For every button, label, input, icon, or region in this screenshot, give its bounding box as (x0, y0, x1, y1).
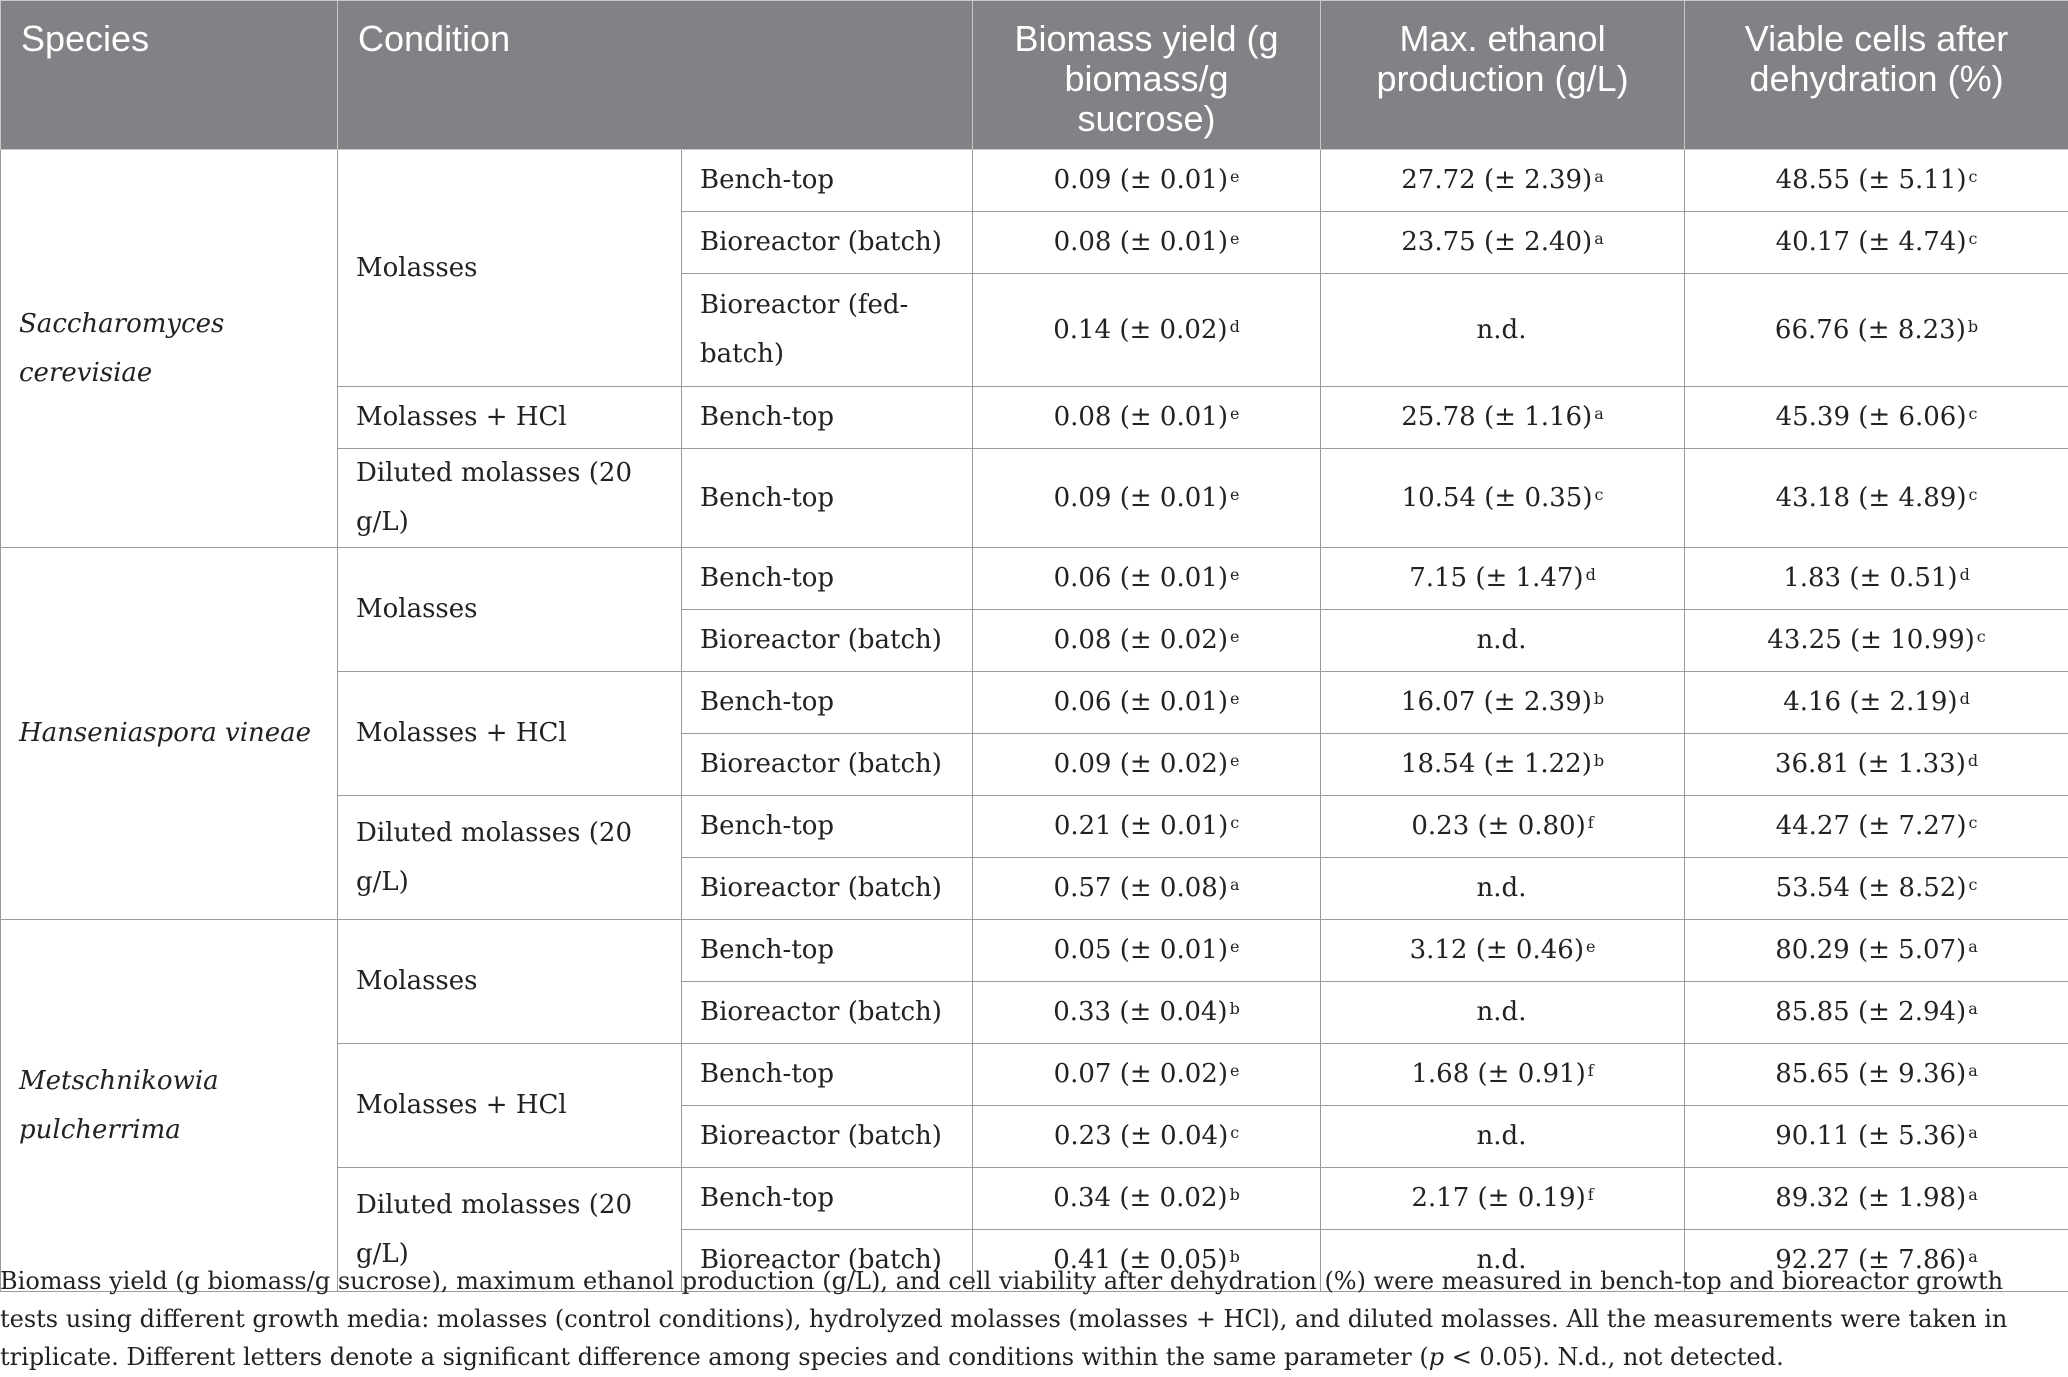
header-row (1, 1, 2068, 150)
ethanol-cell-significance: e (1585, 937, 1596, 956)
table-row (1, 920, 2068, 982)
biomass-cell-significance: e (1229, 627, 1240, 646)
viability-cell (1685, 920, 2068, 982)
biomass-cell-value: 0.09 (± 0.02) (1053, 749, 1228, 779)
ethanol-cell (1321, 796, 1685, 858)
ethanol-cell-value: n.d. (1476, 625, 1527, 655)
condition-cell: Diluted molasses (20 g/L) (338, 796, 682, 920)
table-row (1, 548, 2068, 610)
biomass-cell-value: 0.34 (± 0.02) (1053, 1183, 1228, 1213)
ethanol-cell-value: 0.23 (± 0.80) (1411, 811, 1586, 841)
viability-cell-value: 92.27 (± 7.86) (1775, 1245, 1967, 1275)
species-cell: Metschnikowia pulcherrima (1, 920, 338, 1292)
footnote-p-symbol: p (1428, 1343, 1445, 1371)
footnote-text-1: Biomass yield (g biomass/g sucrose), maximum ethanol production (g/L), and cell viability after dehydration (%) were measured in bench-top and bioreactor growth tests using different growth media: molasses (control conditions), hydrolyzed molasses (molasses + HCl), and diluted molasses. All the measurements were taken in triplicate. Different letters denote a significant difference among species and conditions within the same parameter ( (0, 1267, 2008, 1371)
viability-cell (1685, 1044, 2068, 1106)
biomass-cell-value: 0.08 (± 0.01) (1053, 227, 1228, 257)
method-cell: Bioreactor (batch) (682, 610, 973, 672)
viability-cell-significance: c (1968, 404, 1978, 423)
viability-cell-value: 40.17 (± 4.74) (1775, 227, 1967, 257)
viability-cell-value: 45.39 (± 6.06) (1775, 402, 1967, 432)
biomass-cell (973, 150, 1321, 212)
method-cell: Bioreactor (batch) (682, 1106, 973, 1168)
biomass-cell-value: 0.41 (± 0.05) (1053, 1245, 1228, 1275)
method-cell: Bench-top (682, 920, 973, 982)
viability-cell-significance: a (1968, 1061, 1978, 1080)
biomass-cell (973, 1168, 1321, 1230)
method-cell: Bench-top (682, 449, 973, 548)
header-viable-cells: Viable cells after dehydration (%) (1685, 1, 2068, 150)
viability-cell (1685, 274, 2068, 387)
ethanol-cell-significance: b (1593, 751, 1605, 770)
ethanol-cell (1321, 548, 1685, 610)
biomass-cell (973, 274, 1321, 387)
viability-cell-value: 85.85 (± 2.94) (1775, 997, 1967, 1027)
biomass-cell-significance: e (1229, 689, 1240, 708)
biomass-cell (973, 387, 1321, 449)
biomass-cell-value: 0.14 (± 0.02) (1053, 314, 1228, 345)
ethanol-cell (1321, 734, 1685, 796)
condition-cell: Diluted molasses (20 g/L) (338, 449, 682, 548)
biomass-cell-significance: c (1230, 1123, 1240, 1142)
biomass-cell-significance: e (1229, 167, 1240, 186)
viability-cell (1685, 672, 2068, 734)
viability-cell-significance: c (1968, 813, 1978, 832)
ethanol-cell-value: 3.12 (± 0.46) (1409, 935, 1584, 965)
biomass-cell (973, 212, 1321, 274)
ethanol-cell (1321, 1106, 1685, 1168)
biomass-cell-value: 0.23 (± 0.04) (1053, 1121, 1229, 1151)
method-cell: Bioreactor (batch) (682, 1230, 973, 1292)
table-header (1, 1, 2068, 150)
footnote-text-2: < 0.05). N.d., not detected. (1444, 1343, 1784, 1371)
table-row (1, 150, 2068, 212)
biomass-cell-value: 0.05 (± 0.01) (1053, 935, 1228, 965)
biomass-cell (973, 796, 1321, 858)
viability-cell-significance: a (1968, 1247, 1978, 1266)
viability-cell (1685, 982, 2068, 1044)
biomass-cell (973, 920, 1321, 982)
viability-cell-value: 48.55 (± 5.11) (1775, 165, 1967, 195)
biomass-cell-significance: b (1229, 1247, 1240, 1266)
biomass-cell-significance: e (1229, 229, 1240, 248)
condition-cell: Molasses + HCl (338, 387, 682, 449)
viability-cell-significance: c (1976, 627, 1986, 646)
ethanol-cell-value: 18.54 (± 1.22) (1400, 749, 1592, 779)
biomass-cell (973, 858, 1321, 920)
viability-cell (1685, 548, 2068, 610)
biomass-cell-significance: e (1229, 565, 1240, 584)
biomass-cell-value: 0.06 (± 0.01) (1053, 563, 1228, 593)
viability-cell-value: 36.81 (± 1.33) (1774, 749, 1966, 779)
biomass-cell-value: 0.09 (± 0.01) (1053, 165, 1228, 195)
viability-cell-value: 43.25 (± 10.99) (1767, 625, 1975, 655)
biomass-cell (973, 1106, 1321, 1168)
viability-cell-significance: c (1968, 167, 1978, 186)
viability-cell-significance: c (1968, 229, 1978, 248)
biomass-cell-significance: e (1229, 937, 1240, 956)
viability-cell-significance: d (1967, 751, 1979, 770)
viability-cell (1685, 150, 2068, 212)
ethanol-cell-significance: a (1594, 404, 1604, 423)
species-cell: Hanseniaspora vineae (1, 548, 338, 920)
viability-cell (1685, 1168, 2068, 1230)
viability-cell-value: 85.65 (± 9.36) (1775, 1059, 1967, 1089)
biomass-cell-value: 0.08 (± 0.02) (1053, 625, 1228, 655)
ethanol-cell-value: 27.72 (± 2.39) (1401, 165, 1593, 195)
biomass-cell-significance: a (1229, 875, 1240, 894)
viability-cell-value: 43.18 (± 4.89) (1775, 482, 1967, 513)
ethanol-cell-value: 23.75 (± 2.40) (1401, 227, 1593, 257)
method-cell: Bench-top (682, 387, 973, 449)
method-cell: Bioreactor (batch) (682, 858, 973, 920)
biomass-cell-value: 0.07 (± 0.02) (1053, 1059, 1228, 1089)
viability-cell (1685, 212, 2068, 274)
ethanol-cell (1321, 672, 1685, 734)
viability-cell-significance: a (1968, 937, 1978, 956)
viability-cell-significance: c (1968, 875, 1978, 894)
ethanol-cell-value: 16.07 (± 2.39) (1400, 687, 1592, 717)
condition-cell: Molasses + HCl (338, 1044, 682, 1168)
ethanol-cell (1321, 150, 1685, 212)
ethanol-cell-value: n.d. (1476, 314, 1527, 345)
viability-cell (1685, 1106, 2068, 1168)
viability-cell-value: 53.54 (± 8.52) (1775, 873, 1967, 903)
viability-cell (1685, 796, 2068, 858)
ethanol-cell-value: n.d. (1476, 873, 1527, 903)
ethanol-cell-significance: f (1587, 813, 1594, 832)
viability-cell (1685, 610, 2068, 672)
method-cell: Bioreactor (batch) (682, 212, 973, 274)
condition-cell: Molasses + HCl (338, 672, 682, 796)
viability-cell-significance: d (1959, 565, 1970, 584)
viability-cell-significance: a (1968, 1185, 1978, 1204)
ethanol-cell-value: n.d. (1476, 997, 1527, 1027)
ethanol-cell-significance: c (1594, 484, 1604, 504)
viability-cell-value: 4.16 (± 2.19) (1783, 687, 1958, 717)
viability-cell-value: 90.11 (± 5.36) (1775, 1121, 1967, 1151)
biomass-cell-value: 0.57 (± 0.08) (1053, 873, 1228, 903)
ethanol-cell-significance: a (1594, 167, 1604, 186)
biomass-cell (973, 610, 1321, 672)
method-cell: Bench-top (682, 548, 973, 610)
viability-cell-significance: c (1968, 484, 1978, 504)
biomass-cell-value: 0.09 (± 0.01) (1053, 482, 1228, 513)
biomass-cell (973, 449, 1321, 548)
condition-cell: Diluted molasses (20 g/L) (338, 1168, 682, 1292)
header-max-ethanol: Max. ethanol production (g/L) (1321, 1, 1685, 150)
ethanol-cell-significance: d (1585, 565, 1596, 584)
ethanol-cell-value: 25.78 (± 1.16) (1401, 402, 1593, 432)
biomass-cell-value: 0.08 (± 0.01) (1053, 402, 1228, 432)
viability-cell-value: 1.83 (± 0.51) (1783, 563, 1958, 593)
viability-cell-value: 66.76 (± 8.23) (1774, 314, 1966, 345)
ethanol-cell (1321, 1168, 1685, 1230)
condition-cell: Molasses (338, 548, 682, 672)
header-condition: Condition (338, 1, 973, 150)
ethanol-cell (1321, 274, 1685, 387)
ethanol-cell (1321, 610, 1685, 672)
ethanol-cell-value: 10.54 (± 0.35) (1401, 482, 1593, 513)
method-cell: Bench-top (682, 1044, 973, 1106)
biomass-cell (973, 672, 1321, 734)
viability-cell-significance: b (1967, 316, 1979, 336)
biomass-cell (973, 548, 1321, 610)
ethanol-cell (1321, 858, 1685, 920)
ethanol-cell (1321, 212, 1685, 274)
ethanol-cell-significance: b (1593, 689, 1605, 708)
header-biomass-yield: Biomass yield (g biomass/g sucrose) (973, 1, 1321, 150)
biomass-cell (973, 734, 1321, 796)
condition-cell: Molasses (338, 150, 682, 387)
header-species: Species (1, 1, 338, 150)
biomass-cell-significance: e (1229, 1061, 1240, 1080)
viability-cell-value: 44.27 (± 7.27) (1775, 811, 1967, 841)
method-cell: Bench-top (682, 150, 973, 212)
condition-cell: Molasses (338, 920, 682, 1044)
biomass-cell-significance: e (1229, 751, 1240, 770)
method-cell: Bench-top (682, 1168, 973, 1230)
ethanol-cell-value: 7.15 (± 1.47) (1409, 563, 1584, 593)
biomass-cell-value: 0.06 (± 0.01) (1053, 687, 1228, 717)
viability-cell (1685, 734, 2068, 796)
ethanol-cell-significance: f (1587, 1061, 1594, 1080)
viability-cell-significance: a (1968, 999, 1978, 1018)
ethanol-cell (1321, 387, 1685, 449)
viability-cell-value: 89.32 (± 1.98) (1775, 1183, 1967, 1213)
method-cell: Bioreactor (batch) (682, 982, 973, 1044)
method-cell: Bioreactor (fed-batch) (682, 274, 973, 387)
ethanol-cell-value: n.d. (1476, 1121, 1527, 1151)
biomass-cell-significance: e (1229, 484, 1240, 504)
ethanol-cell (1321, 1044, 1685, 1106)
viability-cell-significance: d (1959, 689, 1970, 708)
viability-cell-value: 80.29 (± 5.07) (1775, 935, 1967, 965)
method-cell: Bioreactor (batch) (682, 734, 973, 796)
ethanol-cell-value: 1.68 (± 0.91) (1411, 1059, 1586, 1089)
method-cell: Bench-top (682, 796, 973, 858)
ethanol-cell (1321, 920, 1685, 982)
biomass-cell (973, 982, 1321, 1044)
biomass-cell-significance: e (1229, 404, 1240, 423)
viability-cell (1685, 387, 2068, 449)
ethanol-cell-value: 2.17 (± 0.19) (1411, 1183, 1586, 1213)
biomass-cell-value: 0.21 (± 0.01) (1053, 811, 1229, 841)
biomass-cell-significance: d (1229, 316, 1240, 336)
biomass-cell (973, 1044, 1321, 1106)
biomass-cell-significance: b (1229, 999, 1240, 1018)
table-body (1, 150, 2068, 1292)
table-footnote (0, 1262, 2060, 1376)
method-cell: Bench-top (682, 672, 973, 734)
biomass-cell-significance: c (1230, 813, 1240, 832)
biomass-cell-value: 0.33 (± 0.04) (1053, 997, 1228, 1027)
ethanol-cell (1321, 982, 1685, 1044)
ethanol-cell-significance: a (1594, 229, 1604, 248)
viability-cell (1685, 858, 2068, 920)
species-cell: Saccharomyces cerevisiae (1, 150, 338, 548)
viability-cell-significance: a (1968, 1123, 1978, 1142)
ethanol-cell-value: n.d. (1476, 1245, 1527, 1275)
viability-cell (1685, 449, 2068, 548)
biomass-cell-significance: b (1229, 1185, 1240, 1204)
ethanol-cell-significance: f (1587, 1185, 1594, 1204)
ethanol-cell (1321, 449, 1685, 548)
